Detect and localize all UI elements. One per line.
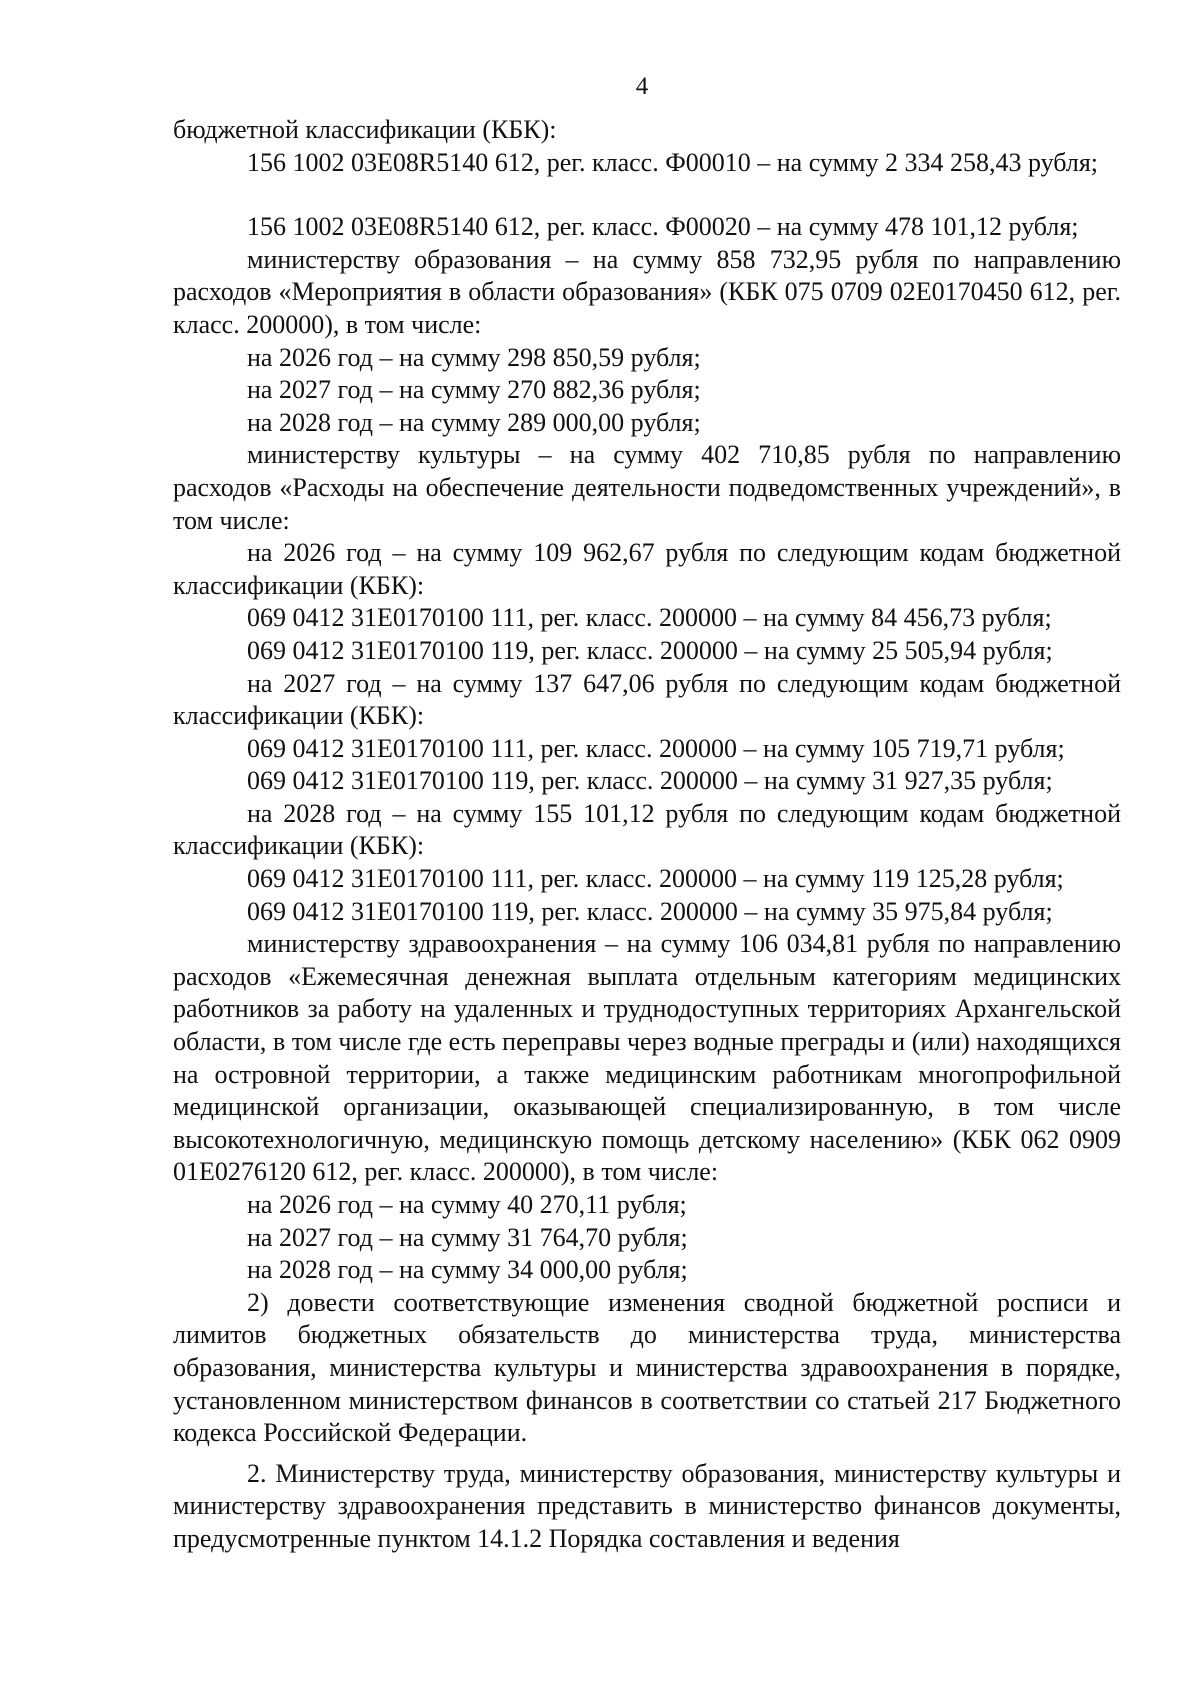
paragraph-kbk-line: 156 1002 03Е08R5140 612, рег. класс. Ф00020 – на сумму 478 101,12 рубля; bbox=[247, 212, 1079, 242]
paragraph-ministry-education: министерству образования – на сумму 858 732,95 рубля по направлению расходов «Мероприятия в области образования» (КБК 075 0709 02Е0170450 612, рег. класс. 200000), в том числе: bbox=[173, 244, 1121, 339]
paragraph-kbk-line: 069 0412 31Е0170100 119, рег. класс. 200000 – на сумму 31 927,35 рубля; bbox=[247, 766, 1053, 796]
paragraph-section-2: 2. Министерству труда, министерству образования, министерству культуры и министерству здравоохранения представить в министерство финансов документы, предусмотренные пунктом 14.1.2 Порядка составления и ведения bbox=[173, 1458, 1121, 1553]
blank-line bbox=[173, 179, 1121, 211]
paragraph-kbk-line: 156 1002 03Е08R5140 612, рег. класс. Ф00010 – на сумму 2 334 258,43 рубля; bbox=[247, 147, 1099, 177]
paragraph-year-amount: на 2027 год – на сумму 270 882,36 рубля; bbox=[247, 375, 701, 405]
paragraph-year-amount: на 2028 год – на сумму 289 000,00 рубля; bbox=[247, 407, 701, 437]
paragraph-year-amount: на 2026 год – на сумму 298 850,59 рубля; bbox=[247, 342, 701, 372]
document-body bbox=[173, 114, 1121, 1556]
paragraph-year-amount: на 2026 год – на сумму 40 270,11 рубля; bbox=[247, 1190, 687, 1219]
paragraph-ministry-culture: министерству культуры – на сумму 402 710,85 рубля по направлению расходов «Расходы на обеспечение деятельности подведомственных учреждений», в том числе: bbox=[173, 440, 1121, 535]
paragraph-year-amount: на 2027 год – на сумму 137 647,06 рубля по следующим кодам бюджетной классификации (КБК): bbox=[173, 668, 1121, 731]
paragraph-kbk-line: 069 0412 31Е0170100 119, рег. класс. 200000 – на сумму 25 505,94 рубля; bbox=[247, 635, 1053, 665]
paragraph-kbk-line: 069 0412 31Е0170100 111, рег. класс. 200000 – на сумму 105 719,71 рубля; bbox=[247, 733, 1065, 763]
paragraph-kbk-line: 069 0412 31Е0170100 111, рег. класс. 200000 – на сумму 119 125,28 рубля; bbox=[247, 864, 1064, 894]
paragraph-kbk-line: 069 0412 31Е0170100 119, рег. класс. 200000 – на сумму 35 975,84 рубля; bbox=[247, 896, 1053, 926]
paragraph-item-2-budget-changes: 2) довести соответствующие изменения сводной бюджетной росписи и лимитов бюджетных обязательств до министерства труда, министерства образования, министерства культуры и министерства здравоохранения в порядке, установленном министерством финансов в соответствии со статьей 217 Бюджетного кодекса Российской Федерации. bbox=[173, 1287, 1121, 1448]
page-number: 4 bbox=[635, 73, 649, 100]
paragraph-year-amount: на 2028 год – на сумму 34 000,00 рубля; bbox=[247, 1255, 688, 1285]
paragraph-kbk-intro: бюджетной классификации (КБК): bbox=[173, 115, 557, 144]
paragraph-year-amount: на 2027 год – на сумму 31 764,70 рубля; bbox=[247, 1222, 688, 1252]
paragraph-spacing bbox=[173, 1450, 1121, 1458]
paragraph-kbk-line: 069 0412 31Е0170100 111, рег. класс. 200000 – на сумму 84 456,73 рубля; bbox=[247, 603, 1052, 633]
paragraph-ministry-health: министерству здравоохранения – на сумму 106 034,81 рубля по направлению расходов «Ежемесячная денежная выплата отдельным категориям медицинских работников за работу на удаленных и труднодоступных территориях Архангельской области, в том числе где есть переправы через водные преграды и (или) находящихся на островной территории, а также медицинским работникам многопрофильной медицинской организации, оказывающей специализированную, в том числе высокотехнологичную, медицинскую помощь детскому населению» (КБК 062 0909 01Е0276120 612, рег. класс. 200000), в том числе: bbox=[173, 929, 1121, 1187]
paragraph-year-amount: на 2028 год – на сумму 155 101,12 рубля по следующим кодам бюджетной классификации (КБК): bbox=[173, 798, 1121, 861]
paragraph-year-amount: на 2026 год – на сумму 109 962,67 рубля по следующим кодам бюджетной классификации (КБК): bbox=[173, 538, 1121, 600]
